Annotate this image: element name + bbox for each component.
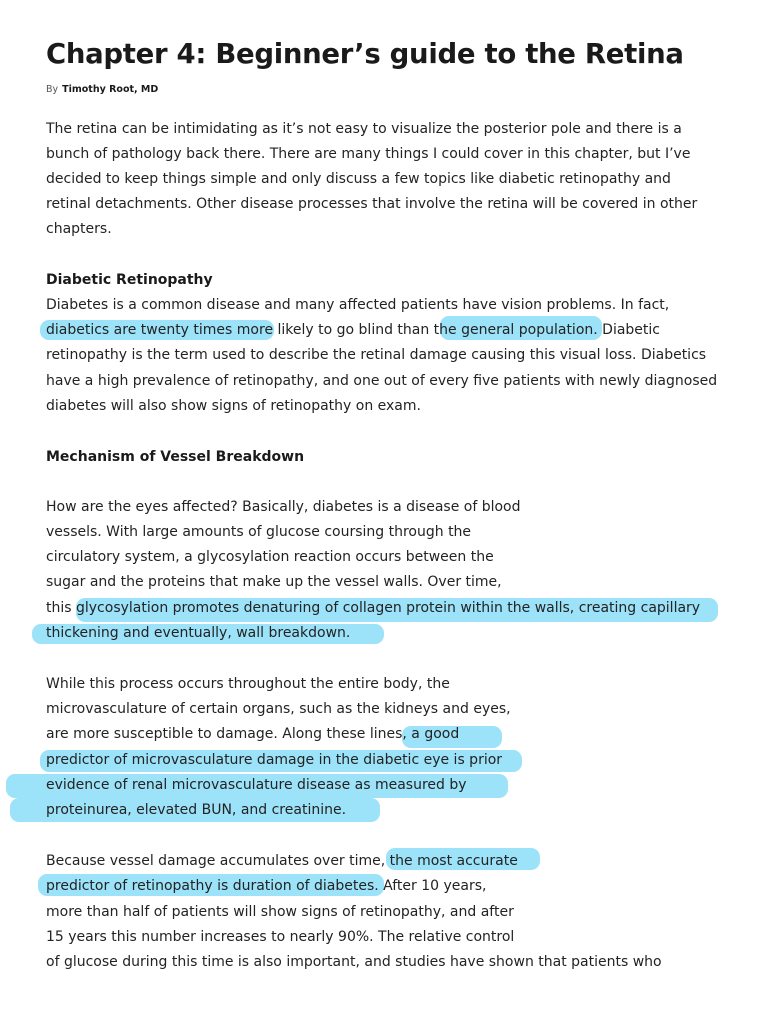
paragraph-line: sugar and the proteins that make up the vessel walls. Over time, — [46, 574, 502, 590]
byline-prefix: By — [46, 84, 59, 95]
paragraph-line: How are the eyes affected? Basically, diabetes is a disease of blood — [46, 499, 521, 515]
paragraph-line: Diabetes is a common disease and many affected patients have vision problems. In fact, — [46, 297, 670, 313]
paragraph-line: this glycosylation promotes denaturing of collagen protein within the walls, creating capillary — [46, 600, 701, 616]
paragraph-line: thickening and eventually, wall breakdown. — [46, 625, 351, 641]
intro-line: chapters. — [46, 221, 112, 237]
paragraph-line: of glucose during this time is also important, and studies have shown that patients who — [46, 954, 662, 970]
paragraph-line: proteinurea, elevated BUN, and creatinine. — [46, 802, 347, 818]
byline — [46, 84, 158, 95]
intro-line: bunch of pathology back there. There are many things I could cover in this chapter, but I’ve — [46, 146, 691, 162]
section-heading-vessel-breakdown: Mechanism of Vessel Breakdown — [46, 449, 305, 465]
paragraph-line: more than half of patients will show signs of retinopathy, and after — [46, 904, 514, 920]
paragraph-line: diabetics are twenty times more likely to go blind than the general population. Diabetic — [46, 322, 660, 338]
article-title: Chapter 4: Beginner’s guide to the Retina — [46, 38, 684, 70]
paragraph-line: vessels. With large amounts of glucose coursing through the — [46, 524, 472, 540]
paragraph-line: While this process occurs throughout the entire body, the — [46, 676, 450, 692]
intro-line: retinal detachments. Other disease processes that involve the retina will be covered in other — [46, 196, 698, 212]
paragraph-line: have a high prevalence of retinopathy, and one out of every five patients with newly diagnosed — [46, 373, 718, 389]
paragraph-line: circulatory system, a glycosylation reaction occurs between the — [46, 549, 494, 565]
paragraph-line: are more susceptible to damage. Along these lines, a good — [46, 726, 460, 742]
paragraph-line: retinopathy is the term used to describe the retinal damage causing this visual loss. Diabetics — [46, 347, 707, 363]
paragraph-line: 15 years this number increases to nearly 90%. The relative control — [46, 929, 515, 945]
author-link[interactable]: Timothy Root, MD — [62, 84, 159, 95]
paragraph-line: predictor of retinopathy is duration of diabetes. After 10 years, — [46, 878, 487, 894]
paragraph-line: evidence of renal microvasculature disease as measured by — [46, 777, 467, 793]
intro-line: The retina can be intimidating as it’s not easy to visualize the posterior pole and there is a — [46, 121, 682, 137]
paragraph-line: diabetes will also show signs of retinopathy on exam. — [46, 398, 421, 414]
intro-line: decided to keep things simple and only discuss a few topics like diabetic retinopathy and — [46, 171, 671, 187]
paragraph-line: predictor of microvasculature damage in the diabetic eye is prior — [46, 752, 503, 768]
paragraph-line: Because vessel damage accumulates over time, the most accurate — [46, 853, 518, 869]
paragraph-line: microvasculature of certain organs, such as the kidneys and eyes, — [46, 701, 511, 717]
section-heading-diabetic-retinopathy: Diabetic Retinopathy — [46, 272, 213, 288]
